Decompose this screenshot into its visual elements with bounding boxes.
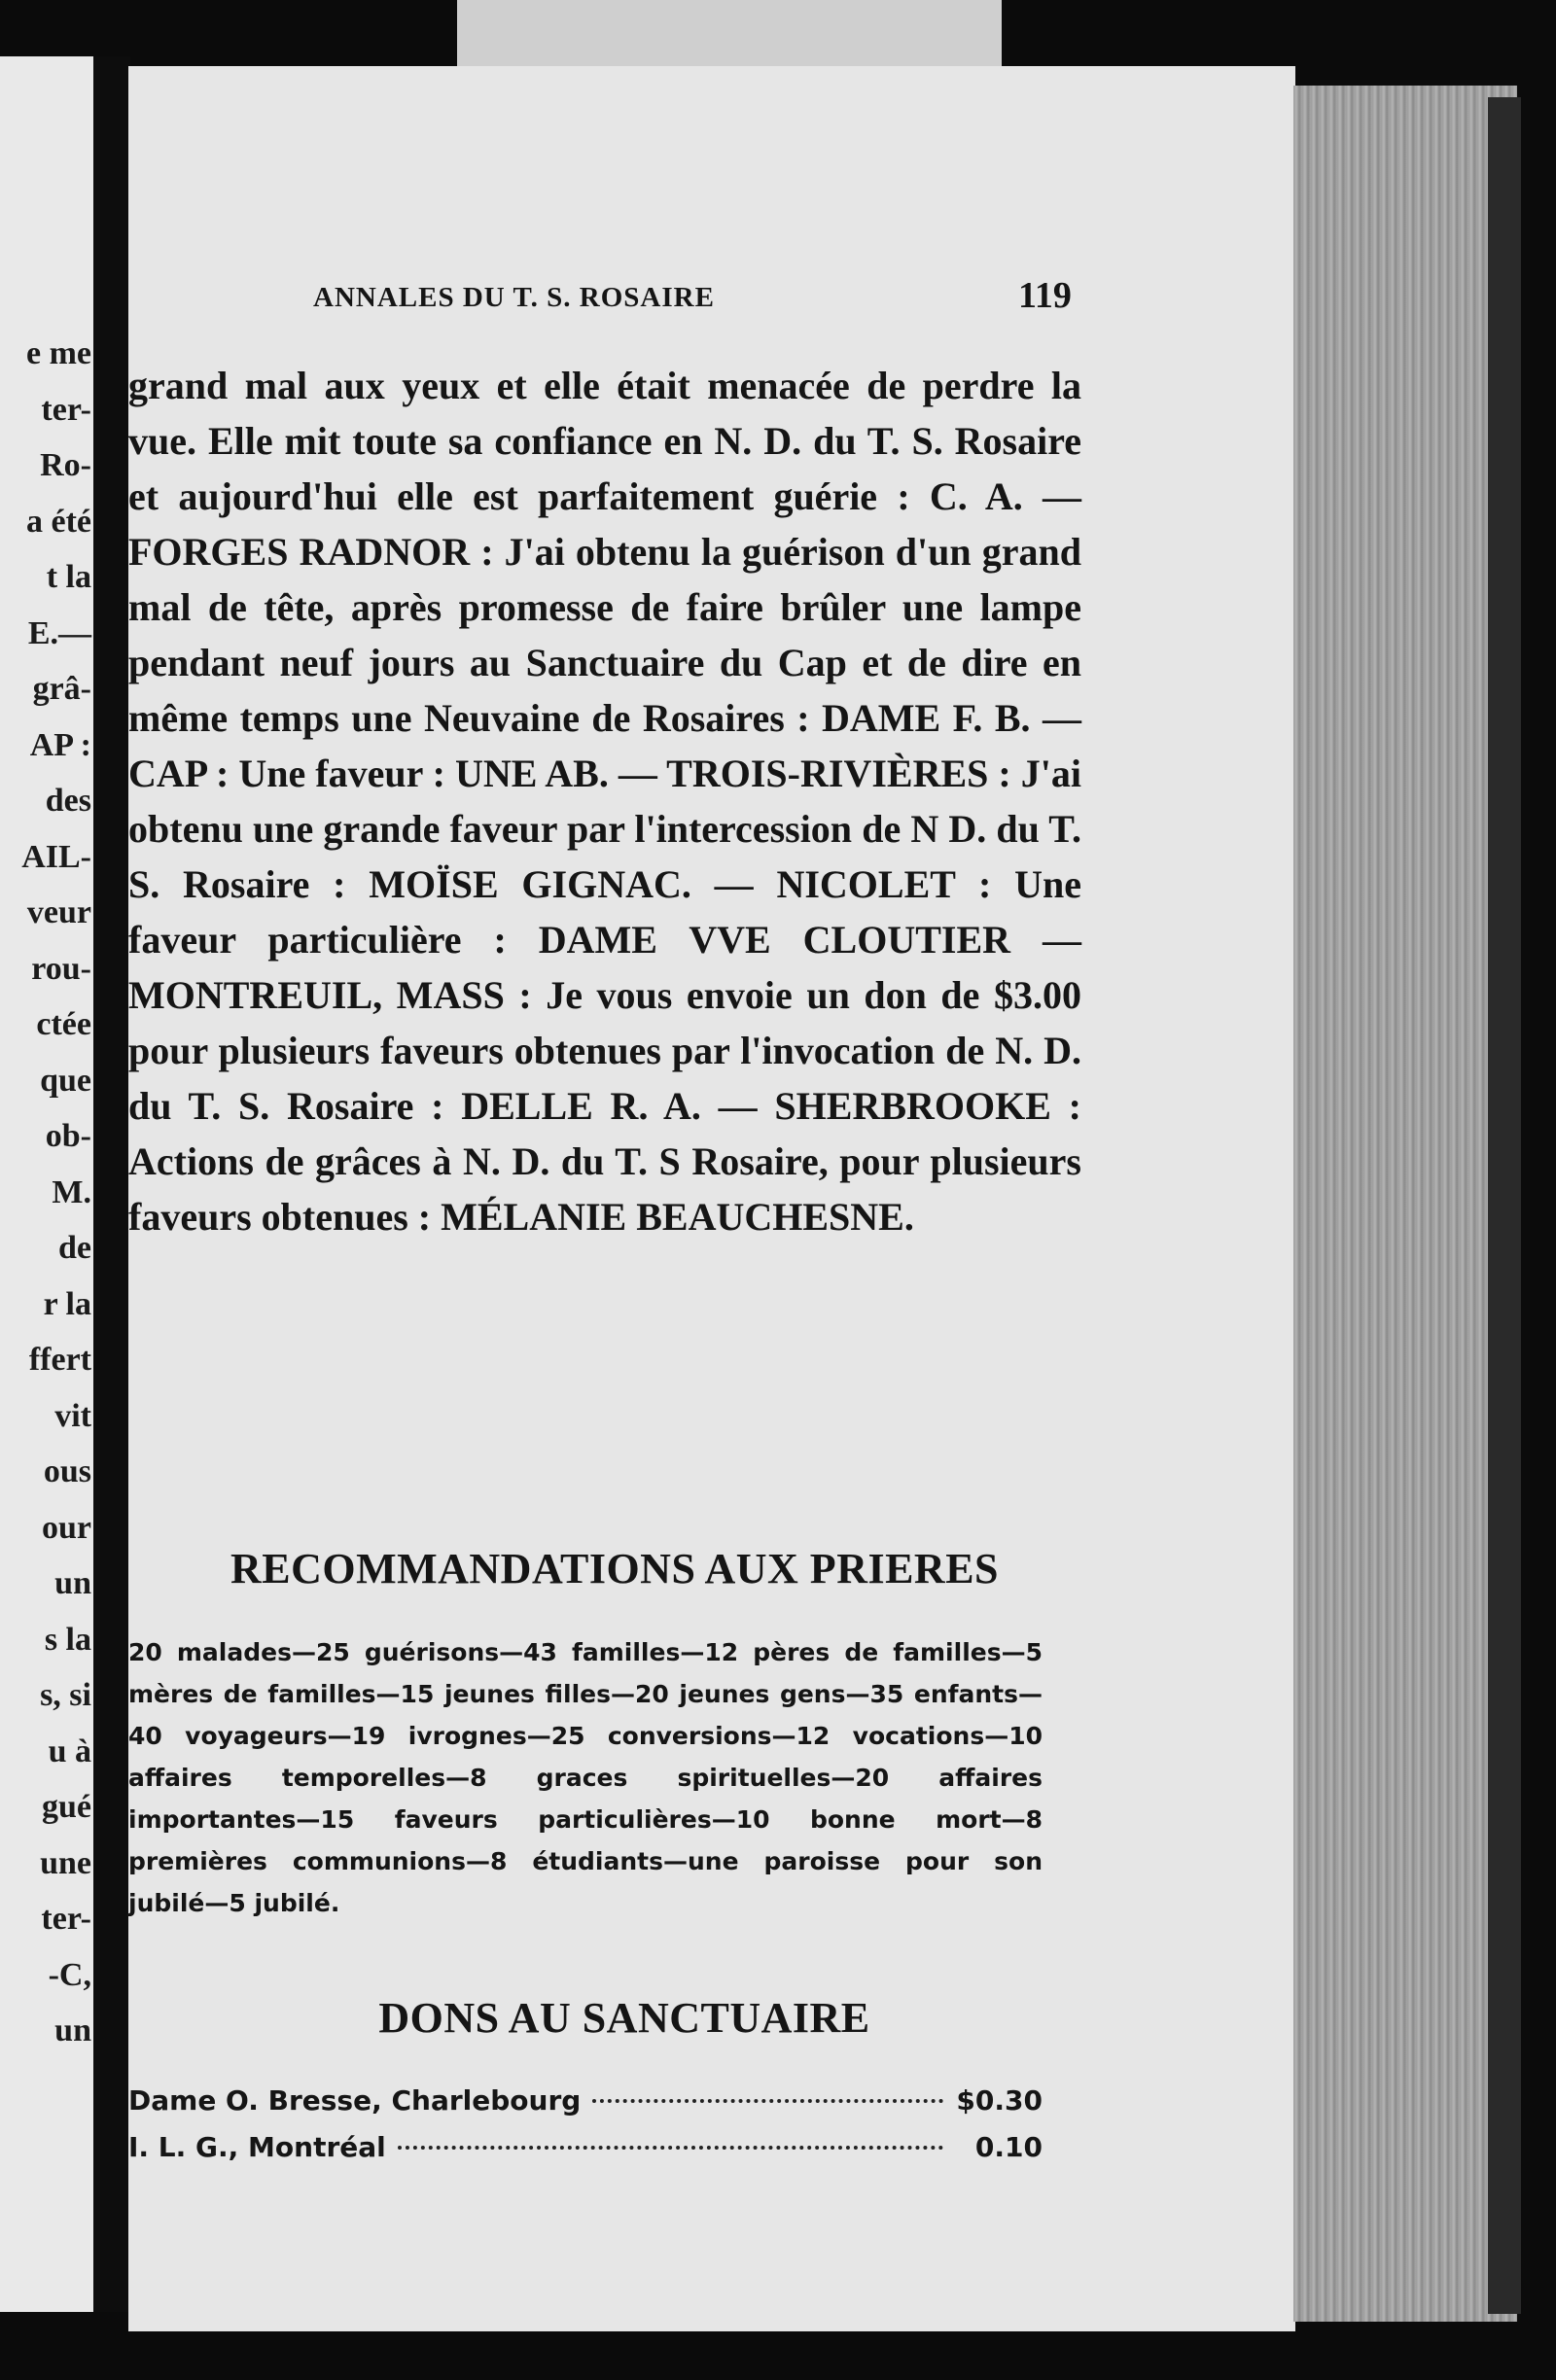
adjacent-page-text-fragment: vit [54, 1397, 91, 1434]
donor-name: I. L. G., Montréal [128, 2131, 386, 2163]
adjacent-page-text-fragment: ffert [28, 1342, 91, 1378]
donor-name: Dame O. Bresse, Charlebourg [128, 2084, 582, 2117]
page-number: 119 [1018, 275, 1072, 316]
recommendations-text: 20 malades—25 guérisons—43 familles—12 pères de familles—5 mères de familles—15 jeunes filles—20 jeunes gens—35 enfants—40 voyageurs—19 ivrognes—25 conversions—12 vocations—10 affaires temporelles—8 graces spirituelles—20 affaires importantes—15 faveurs particulières—10 bonne mort—8 premières communions—8 étudiants—une paroisse pour son jubilé—5 jubilé. [128, 1638, 1043, 1917]
page-stack-edge [1293, 86, 1517, 2322]
adjacent-page-text-fragment: e me [25, 335, 91, 371]
scan-top-tab [457, 0, 1002, 73]
adjacent-page-text-fragment: un [54, 2012, 91, 2048]
donations-heading: DONS AU SANCTUAIRE [378, 1994, 870, 2042]
book-cover-edge [1488, 97, 1521, 2314]
adjacent-page-text-fragment: veur [26, 894, 91, 930]
adjacent-page-text-fragment: Ro- [40, 447, 91, 483]
adjacent-page-text-fragment: des [45, 783, 91, 819]
adjacent-page-text-fragment: s la [44, 1621, 91, 1658]
dot-leader [398, 2146, 943, 2150]
adjacent-page-text-fragment: s, si [40, 1677, 91, 1713]
book-page [128, 66, 1295, 2331]
adjacent-page-text-fragment: ctée [36, 1006, 91, 1042]
adjacent-page-text-fragment: r la [43, 1285, 91, 1322]
recommendations-heading: RECOMMANDATIONS AUX PRIERES [230, 1545, 1000, 1592]
adjacent-page-text-fragment: de [58, 1230, 91, 1266]
adjacent-page-text-fragment: AP : [29, 726, 91, 763]
adjacent-page-text-fragment: -C, [48, 1956, 91, 1993]
adjacent-page-text-fragment: u à [48, 1732, 91, 1769]
adjacent-page-text-fragment: ob- [45, 1118, 91, 1154]
page-content [128, 66, 1295, 2331]
donation-amount: $0.30 [956, 2084, 1043, 2117]
adjacent-page-text-fragment: grâ- [32, 671, 91, 707]
adjacent-page-text-fragment: un [54, 1565, 91, 1601]
adjacent-page-text-fragment: our [42, 1509, 91, 1546]
body-paragraph: grand mal aux yeux et elle était menacée de perdre la vue. Elle mit toute sa confiance en N. D. du T. S. Rosaire et aujourd'hui elle est parfaitement guérie : C. A. — FORGES RADNOR : J'ai obtenu la guérison d'un grand mal de tête, après promesse de faire brûler une lampe pendant neuf jours au Sanctuaire du Cap et de dire en même temps une Neuvaine de Rosaires : DAME F. B. — CAP : Une faveur : UNE AB. — TROIS-RIVIÈRES : J'ai obtenu une grande faveur par l'intercession de N D. du T. S. Rosaire : MOÏSE GIGNAC. — NICOLET : Une faveur particulière : DAME VVE CLOUTIER — MONTREUIL, MASS : Je vous envoie un don de $3.00 pour plusieurs faveurs obtenues par l'invocation de N. D. du T. S. Rosaire : DELLE R. A. — SHERBROOKE : Actions de grâces à N. D. du T. S Rosaire, pour plusieurs faveurs obtenues : MÉLANIE BEAUCHESNE. [128, 364, 1081, 1239]
adjacent-page-text-fragment: ous [43, 1453, 91, 1489]
book-gutter [93, 56, 130, 2312]
donation-row [128, 2084, 1043, 2131]
adjacent-page-text-fragment: gué [42, 1789, 91, 1825]
adjacent-page-text-fragment: une [40, 1844, 91, 1881]
donation-amount: 0.10 [974, 2131, 1043, 2163]
adjacent-page-text-fragment: AIL- [21, 838, 91, 875]
adjacent-page-text-fragment: M. [52, 1173, 91, 1210]
adjacent-page-text-fragment: ter- [41, 391, 91, 428]
dot-leader [592, 2099, 943, 2103]
donation-row [128, 2131, 1043, 2178]
adjacent-page-text-fragment: que [40, 1062, 91, 1099]
adjacent-page-text-fragment: rou- [31, 950, 91, 987]
adjacent-page-fragment [0, 56, 97, 2312]
running-head: ANNALES DU T. S. ROSAIRE [313, 282, 715, 313]
adjacent-page-text-fragment: t la [46, 559, 91, 595]
donations-list [128, 2084, 1043, 2178]
adjacent-page-text-fragment: E.— [27, 614, 91, 651]
adjacent-page-text-fragment: a été [25, 503, 91, 540]
adjacent-page-text-fragment: ter- [41, 1901, 91, 1937]
